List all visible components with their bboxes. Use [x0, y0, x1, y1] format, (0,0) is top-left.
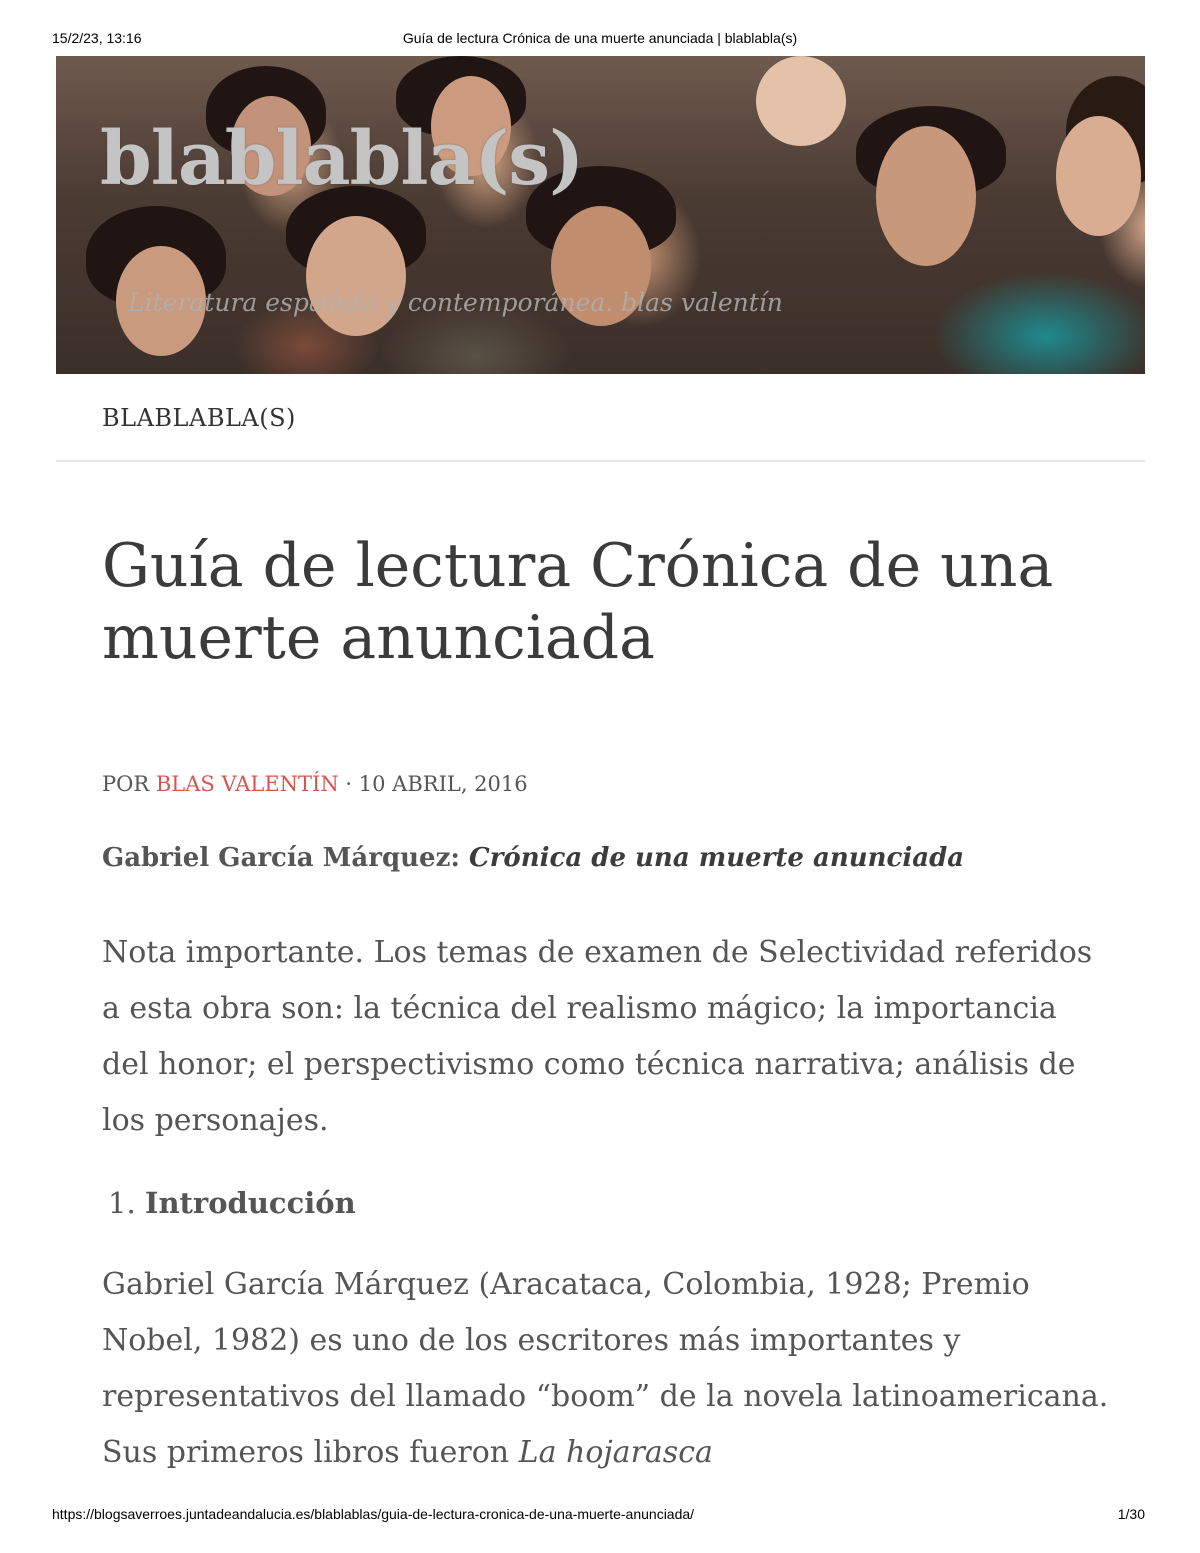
site-tagline: Literatura española y contemporánea. blas valentín: [128, 288, 783, 317]
post-date[interactable]: 10 ABRIL, 2016: [358, 772, 528, 796]
section-title: Introducción: [144, 1186, 356, 1220]
section-number: 1.: [108, 1186, 136, 1220]
meta-separator: ·: [345, 772, 353, 796]
print-footer: [52, 1506, 1145, 1526]
print-url: https://blogsaverroes.juntadeandalucia.es/blablablas/guia-de-lectura-cronica-de-una-muerte-anunciada/: [52, 1506, 695, 1522]
print-page-title: Guía de lectura Crónica de una muerte anunciada | blablabla(s): [402, 30, 798, 46]
print-page-number: 1/30: [1117, 1506, 1145, 1522]
section-heading: [108, 1186, 356, 1220]
post-subtitle: [102, 843, 964, 873]
intro-text: Gabriel García Márquez (Aracataca, Colombia, 1928; Premio Nobel, 1982) es uno de los escritores más importantes y representativos del llamado “boom” de la novela latinoamericana. Sus primeros libros fueron: [102, 1267, 1109, 1470]
author-link[interactable]: BLAS VALENTÍN: [155, 772, 339, 796]
post-meta: [102, 772, 528, 796]
site-name-link[interactable]: BLABLABLA(S): [102, 404, 296, 432]
print-timestamp: 15/2/23, 13:16: [52, 30, 142, 46]
important-note: Nota importante. Los temas de examen de Selectividad referidos a esta obra son: la técnica del realismo mágico; la importancia del honor; el perspectivismo como técnica narrativa; análisis de los personajes.: [102, 935, 1093, 1138]
intro-paragraph: [102, 1257, 1112, 1481]
subtitle-work: Crónica de una muerte anunciada: [469, 843, 965, 873]
subtitle-author: Gabriel García Márquez:: [102, 843, 460, 873]
meta-by: POR: [102, 772, 150, 796]
site-logo-title[interactable]: blablabla(s): [100, 116, 584, 202]
print-header: [52, 30, 1148, 50]
header-banner[interactable]: [56, 56, 1145, 374]
intro-italic-title: La hojarasca: [518, 1435, 713, 1470]
post-title: Guía de lectura Crónica de una muerte anunciada: [102, 531, 1054, 673]
header-divider: [56, 460, 1145, 462]
